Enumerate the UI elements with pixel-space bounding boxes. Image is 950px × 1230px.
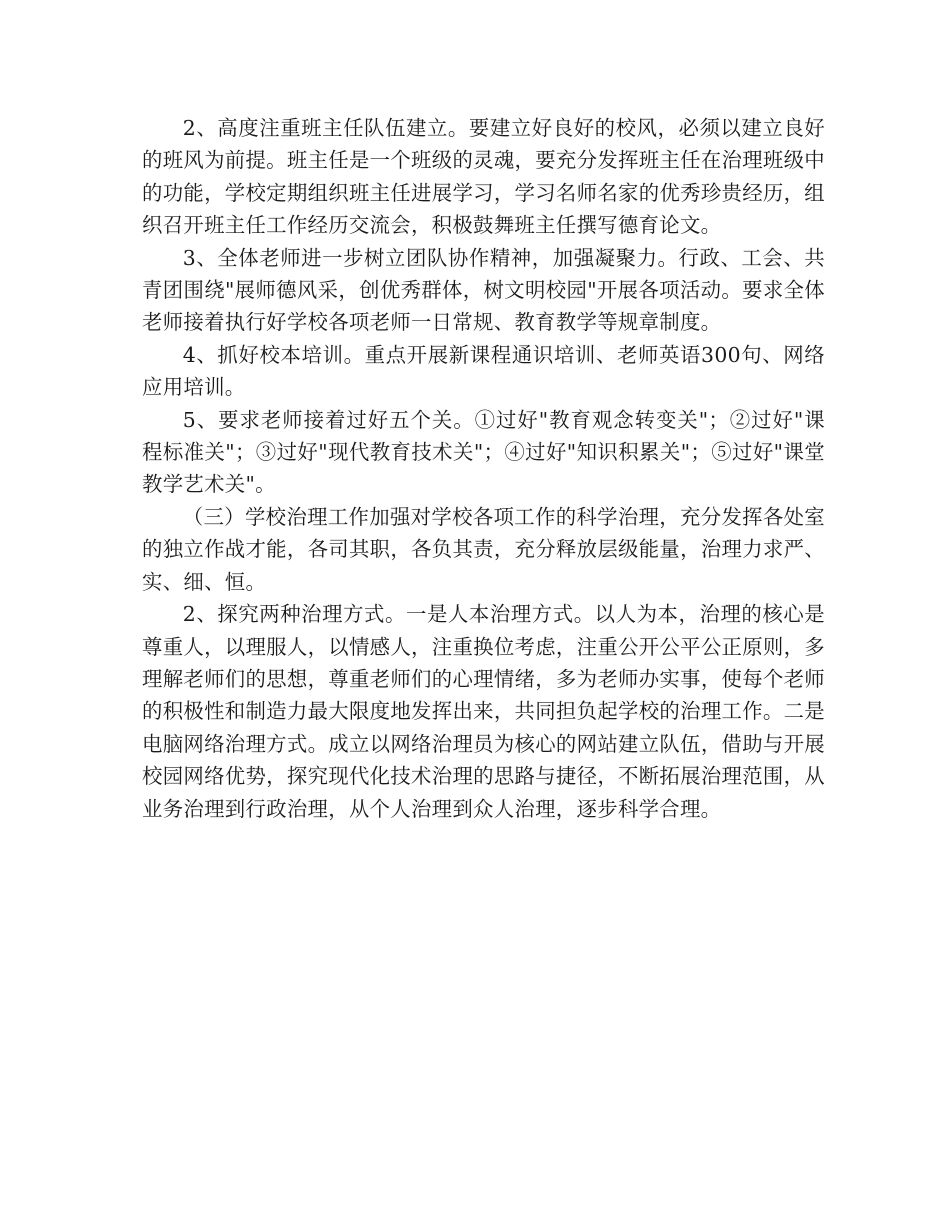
paragraph-five-checkpoints: 5、要求老师接着过好五个关。①过好"教育观念转变关"；②过好"课程标准关"；③过好"现代教育技术关"；④过好"知识积累关"；⑤过好"课堂教学艺术关"。 xyxy=(142,407,825,497)
paragraph-teamwork-spirit: 3、全体老师进一步树立团队协作精神，加强凝聚力。行政、工会、共青团围绕"展师德风采，创优秀群体，树文明校园"开展各项活动。要求全体老师接着执行好学校各项老师一日常规、教育教学等规章制度。 xyxy=(142,245,825,335)
paragraph-class-teacher-team: 2、高度注重班主任队伍建立。要建立好良好的校风，必须以建立良好的班风为前提。班主任是一个班级的灵魂，要充分发挥班主任在治理班级中的功能，学校定期组织班主任进展学习，学习名师名家的优秀珍贵经历，组织召开班主任工作经历交流会，积极鼓舞班主任撰写德育论文。 xyxy=(142,116,825,238)
paragraph-management-methods: 2、探究两种治理方式。一是人本治理方式。以人为本，治理的核心是尊重人，以理服人，以情感人，注重换位考虑，注重公开公平公正原则，多理解老师们的思想，尊重老师们的心理情绪，多为老师办实事，使每个老师的积极性和制造力最大限度地发挥出来，共同担负起学校的治理工作。二是电脑网络治理方式。成立以网络治理员为核心的网站建立队伍，借助与开展校园网络优势，探究现代化技术治理的思路与捷径，不断拓展治理范围，从业务治理到行政治理，从个人治理到众人治理，逐步科学合理。 xyxy=(142,602,825,821)
paragraph-school-training: 4、抓好校本培训。重点开展新课程通识培训、老师英语300句、网络应用培训。 xyxy=(142,342,825,400)
paragraph-school-management: （三）学校治理工作加强对学校各项工作的科学治理，充分发挥各处室的独立作战才能，各司其职，各负其责，充分释放层级能量，治理力求严、实、细、恒。 xyxy=(142,504,825,594)
document-body xyxy=(142,112,825,825)
